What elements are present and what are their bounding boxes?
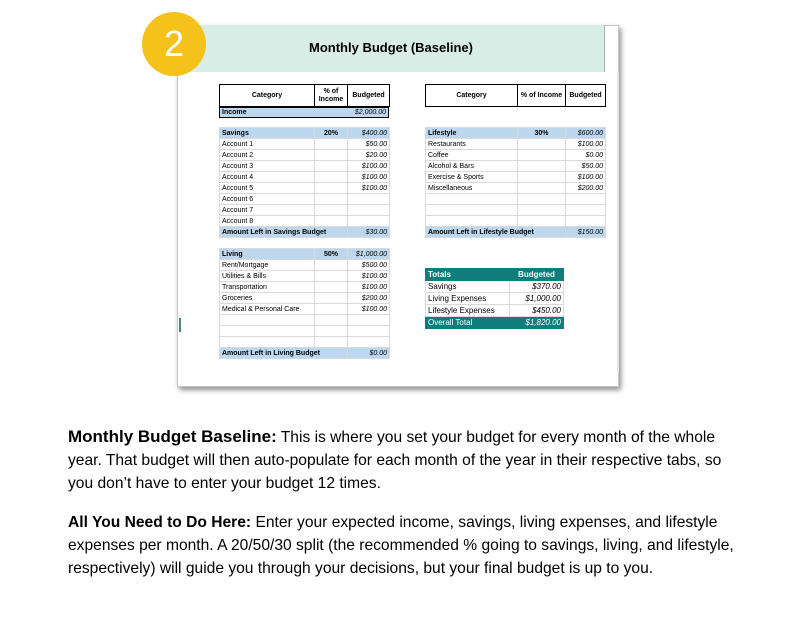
row-name: Miscellaneous xyxy=(426,183,518,194)
table-row[interactable] xyxy=(426,172,606,183)
row-value[interactable]: $0.00 xyxy=(566,150,606,161)
description-instructions-lead: All You Need to Do Here: xyxy=(68,514,252,531)
row-name xyxy=(426,194,518,205)
row-name: Account 7 xyxy=(220,205,315,216)
sheet-title: Monthly Budget (Baseline) xyxy=(309,40,473,55)
header-category: Category xyxy=(220,85,315,107)
living-total[interactable]: $1,000.00 xyxy=(348,249,390,260)
description-baseline xyxy=(68,425,748,495)
totals-header-value: Budgeted xyxy=(510,269,564,281)
row-name: Coffee xyxy=(426,150,518,161)
row-name: Account 1 xyxy=(220,139,315,150)
savings-pct: 20% xyxy=(315,128,348,139)
row-name: Exercise & Sports xyxy=(426,172,518,183)
table-row[interactable] xyxy=(220,183,390,194)
table-row[interactable] xyxy=(220,337,390,348)
row-value[interactable]: $50.00 xyxy=(566,161,606,172)
row-name xyxy=(220,315,315,326)
table-row xyxy=(426,281,564,293)
header-budgeted: Budgeted xyxy=(352,91,385,99)
row-name: Living Expenses xyxy=(426,293,510,305)
row-name: Restaurants xyxy=(426,139,518,150)
row-name: Account 3 xyxy=(220,161,315,172)
row-value[interactable]: $100.00 xyxy=(348,172,390,183)
table-row[interactable] xyxy=(220,293,390,304)
living-table xyxy=(219,248,390,359)
description-instructions-text: Enter your expected income, savings, living expenses, and lifestyle expenses per month. A 20/50/30 split (the recommended % going to savings, living, and lifestyle, respectively) will guide you through your decisions, but your final budget is up to you. xyxy=(68,514,734,577)
header-pct-income: % of Income xyxy=(315,85,348,107)
table-row[interactable] xyxy=(426,139,606,150)
row-value[interactable]: $100.00 xyxy=(566,172,606,183)
row-name xyxy=(220,326,315,337)
savings-table xyxy=(219,127,390,238)
lifestyle-title: Lifestyle xyxy=(426,128,518,139)
row-value[interactable]: $100.00 xyxy=(348,183,390,194)
row-name: Account 2 xyxy=(220,150,315,161)
right-column-header xyxy=(425,84,606,107)
row-value[interactable]: $100.00 xyxy=(348,282,390,293)
left-column-header xyxy=(219,84,390,107)
table-row[interactable] xyxy=(426,194,606,205)
row-name: Account 6 xyxy=(220,194,315,205)
row-value[interactable]: $100.00 xyxy=(348,304,390,315)
table-row[interactable] xyxy=(426,161,606,172)
description-baseline-text: This is where you set your budget for every month of the whole year. That budget will then auto-populate for each month of the year in their respective tabs, so you don’t have to enter your budget 12 times. xyxy=(68,429,722,492)
table-row xyxy=(426,293,564,305)
row-name: Transportation xyxy=(220,282,315,293)
row-value[interactable]: $100.00 xyxy=(566,139,606,150)
table-row[interactable] xyxy=(220,139,390,150)
savings-title: Savings xyxy=(220,128,315,139)
table-row[interactable] xyxy=(426,205,606,216)
lifestyle-footer-label: Amount Left in Lifestyle Budget xyxy=(426,227,566,238)
totals-header-label: Totals xyxy=(426,269,510,281)
row-value: $1,000.00 xyxy=(510,293,564,305)
row-name: Utilities & Bills xyxy=(220,271,315,282)
table-row[interactable] xyxy=(220,172,390,183)
row-value[interactable] xyxy=(348,315,390,326)
row-name: Account 5 xyxy=(220,183,315,194)
savings-footer-label: Amount Left in Savings Budget xyxy=(220,227,348,238)
table-row[interactable] xyxy=(426,183,606,194)
table-row[interactable] xyxy=(220,326,390,337)
lifestyle-footer-value: $150.00 xyxy=(566,227,606,238)
row-name: Medical & Personal Care xyxy=(220,304,315,315)
row-value[interactable]: $100.00 xyxy=(348,271,390,282)
description-instructions xyxy=(68,511,748,580)
row-value[interactable] xyxy=(348,205,390,216)
row-value[interactable]: $500.00 xyxy=(348,260,390,271)
row-name: Rent/Mortgage xyxy=(220,260,315,271)
header-pct-income: % of Income xyxy=(518,85,566,107)
table-row[interactable] xyxy=(220,216,390,227)
header-category: Category xyxy=(426,85,518,107)
row-name xyxy=(426,216,518,227)
row-name xyxy=(426,205,518,216)
lifestyle-pct: 30% xyxy=(518,128,566,139)
header-budgeted: Budgeted xyxy=(569,91,602,99)
overall-total-value: $1,820.00 xyxy=(510,317,564,329)
income-value: $2,000.00 xyxy=(354,109,386,116)
row-value[interactable] xyxy=(348,194,390,205)
table-row[interactable] xyxy=(220,304,390,315)
row-value[interactable] xyxy=(566,205,606,216)
row-value[interactable] xyxy=(348,326,390,337)
living-title: Living xyxy=(220,249,315,260)
table-row[interactable] xyxy=(220,260,390,271)
row-value[interactable]: $200.00 xyxy=(566,183,606,194)
living-footer-label: Amount Left in Living Budget xyxy=(220,348,348,359)
row-value: $450.00 xyxy=(510,305,564,317)
table-row[interactable] xyxy=(220,161,390,172)
lifestyle-total[interactable]: $600.00 xyxy=(566,128,606,139)
row-name: Groceries xyxy=(220,293,315,304)
step-number-badge: 2 xyxy=(142,12,206,76)
row-value[interactable]: $100.00 xyxy=(348,161,390,172)
savings-total[interactable]: $400.00 xyxy=(348,128,390,139)
row-name: Account 4 xyxy=(220,172,315,183)
row-name: Lifestyle Expenses xyxy=(426,305,510,317)
sheet-edge-marker xyxy=(179,318,181,332)
table-row[interactable] xyxy=(220,150,390,161)
table-row[interactable] xyxy=(426,150,606,161)
row-name: Savings xyxy=(426,281,510,293)
row-name: Alcohol & Bars xyxy=(426,161,518,172)
row-value: $370.00 xyxy=(510,281,564,293)
savings-footer-value: $30.00 xyxy=(348,227,390,238)
row-value[interactable]: $20.00 xyxy=(348,150,390,161)
overall-total-label: Overall Total xyxy=(426,317,510,329)
row-value[interactable] xyxy=(566,216,606,227)
row-value[interactable]: $50.00 xyxy=(348,139,390,150)
totals-table xyxy=(425,268,564,329)
table-row[interactable] xyxy=(220,282,390,293)
living-pct: 50% xyxy=(315,249,348,260)
lifestyle-table xyxy=(425,127,606,238)
table-row xyxy=(426,305,564,317)
table-row[interactable] xyxy=(220,315,390,326)
row-value[interactable] xyxy=(566,194,606,205)
row-name xyxy=(220,337,315,348)
row-value[interactable] xyxy=(348,337,390,348)
row-name: Account 8 xyxy=(220,216,315,227)
row-value[interactable]: $200.00 xyxy=(348,293,390,304)
income-row[interactable] xyxy=(219,107,389,118)
sheet-divider xyxy=(617,72,619,372)
table-row[interactable] xyxy=(220,271,390,282)
table-row[interactable] xyxy=(220,205,390,216)
living-footer-value: $0.00 xyxy=(348,348,390,359)
description-baseline-lead: Monthly Budget Baseline: xyxy=(68,427,277,446)
table-row[interactable] xyxy=(426,216,606,227)
table-row[interactable] xyxy=(220,194,390,205)
row-value[interactable] xyxy=(348,216,390,227)
income-label: Income xyxy=(222,109,247,116)
